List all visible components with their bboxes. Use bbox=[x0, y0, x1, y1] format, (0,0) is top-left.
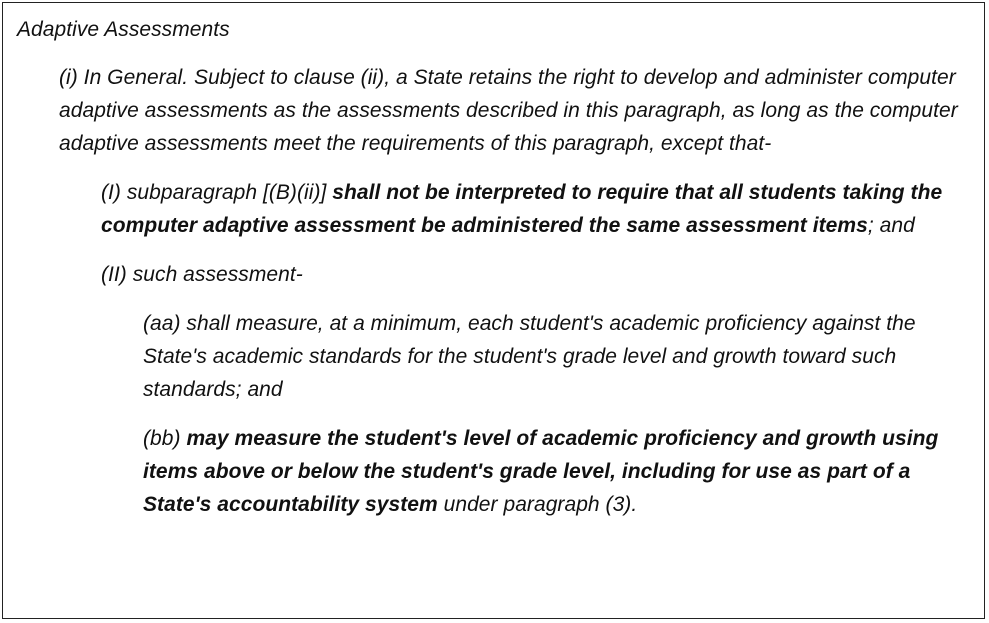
document-body bbox=[17, 13, 970, 537]
document-frame bbox=[2, 2, 985, 619]
item-bb-bold: may measure the student's level of academic proficiency and growth using items above or below the student's grade level, including for use as part of a State's accountability system bbox=[143, 427, 939, 516]
item-bb-prefix: (bb) bbox=[143, 427, 187, 450]
item-bb-suffix: under paragraph (3). bbox=[437, 493, 638, 516]
subclause-I-suffix: ; and bbox=[867, 214, 915, 237]
item-bb bbox=[143, 422, 958, 521]
clause-i: (i) In General. Subject to clause (ii), a State retains the right to develop and administer computer adaptive assessments as the assessments described in this paragraph, as long as the computer adaptive assessments meet the requirements of this paragraph, except that- bbox=[59, 66, 958, 155]
subclause-I-prefix: (I) subparagraph [(B)(ii)] bbox=[101, 181, 333, 204]
section-heading: Adaptive Assessments bbox=[17, 18, 230, 41]
subclause-I-bold: shall not be interpreted to require that all students taking the computer adaptive assessment be administered the same assessment items bbox=[101, 181, 943, 237]
item-aa: (aa) shall measure, at a minimum, each student's academic proficiency against the State's academic standards for the student's grade level and growth toward such standards; and bbox=[143, 312, 916, 401]
subclause-II: (II) such assessment- bbox=[101, 263, 303, 286]
subclause-I bbox=[101, 176, 966, 242]
